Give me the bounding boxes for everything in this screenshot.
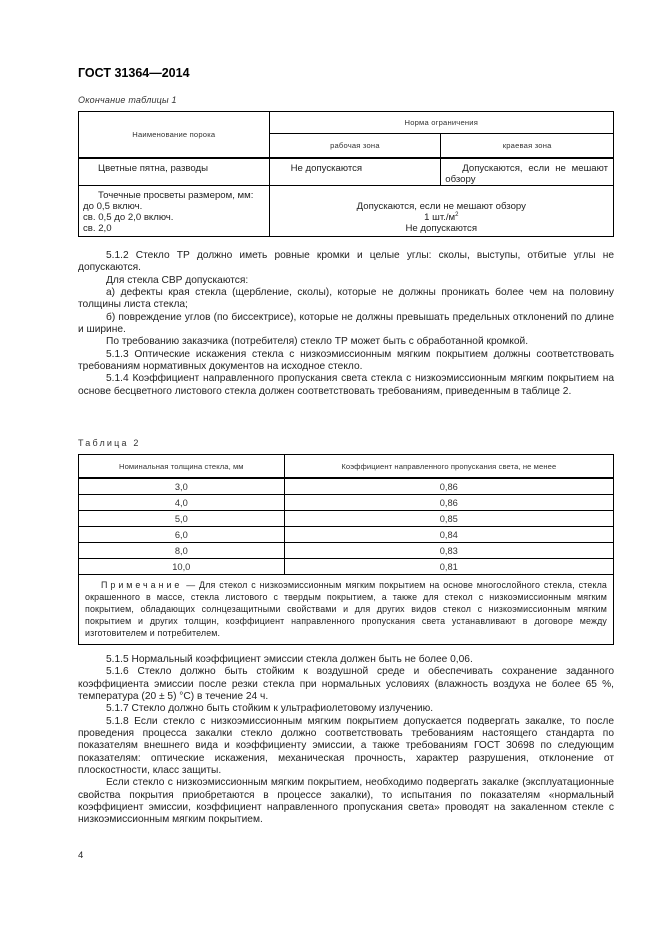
section-b-text <box>78 654 614 827</box>
paragraph: По требованию заказчика (потребителя) стекло ТР может быть с обработанной кромкой. <box>106 336 529 348</box>
table-row <box>79 511 614 527</box>
page-number: 4 <box>78 850 84 861</box>
header-working-zone: рабочая зона <box>269 134 441 158</box>
paragraph: 5.1.2 Стекло ТР должно иметь ровные кромки и целые углы: сколы, выступы, отбитые углы не допускаются. <box>78 250 614 274</box>
note-text: — Для стекол с низкоэмиссионным мягким покрытием на основе многослойного стекла, стекла окрашенного в массе, стекла листового с твердым покрытием, а также для стекол с низкоэмиссионным мягким покрытием, обладающих солнцезащитными свойствами и для других видов стекол с низкоэмиссионным мягким покрытием и других толщин, коэффициент направленного пропускания света устанавливают в договоре между изготовителем и потребителем. <box>85 580 607 638</box>
merged-norm-cell <box>269 185 613 237</box>
section-a-text <box>78 250 614 398</box>
thickness-cell: 10,0 <box>79 559 285 575</box>
table-row <box>79 495 614 511</box>
defect-name-line: св. 2,0 <box>83 223 112 235</box>
table-2 <box>78 454 614 645</box>
thickness-cell: 5,0 <box>79 511 285 527</box>
header-defect-name: Наименование порока <box>79 112 270 158</box>
norm-line: Не допускаются <box>405 223 478 235</box>
thickness-cell: 4,0 <box>79 495 285 511</box>
header-coefficient: Коэффициент направленного пропускания света, не менее <box>284 455 613 479</box>
coefficient-cell: 0,86 <box>284 495 613 511</box>
header-edge-zone: краевая зона <box>441 134 614 158</box>
coefficient-cell: 0,86 <box>284 478 613 495</box>
thickness-cell: 3,0 <box>79 478 285 495</box>
defect-name-cell <box>79 185 270 237</box>
paragraph: 5.1.5 Нормальный коэффициент эмиссии стекла должен быть не более 0,06. <box>106 654 473 665</box>
defect-name-line: Точечные просветы размером, мм: <box>98 189 254 201</box>
edge-zone-cell: Допускаются, если не мешают обзору <box>441 158 614 186</box>
table-row <box>79 527 614 543</box>
table-1 <box>78 111 614 237</box>
paragraph: Если стекло с низкоэмиссионным мягким покрытием, необходимо подвергать закалке (эксплуатационные свойства покрытия приобретаются в процессе закалки), то испытания по показателям «нормальный коэффициент эмиссии, коэффициент направленного пропускания света» проводят на закаленном стекле с низкоэмиссионным мягким покрытием. <box>78 777 614 826</box>
table1-caption: Окончание таблицы 1 <box>78 95 177 105</box>
note-lead: Примечание <box>101 580 183 590</box>
norm-line: 1 $шт./м^2$ <box>424 211 459 223</box>
coefficient-cell: 0,81 <box>284 559 613 575</box>
table-row <box>79 158 614 186</box>
thickness-cell: 8,0 <box>79 543 285 559</box>
paragraph: 5.1.6 Стекло должно быть стойким к воздушной среде и обеспечивать сохранение заданного коэффициента эмиссии после резки стекла при нормальных условиях (влажность воздуха не более 65 %, температура (20 ± 5) °С) в течение 24 ч. <box>78 666 614 703</box>
table-note-row <box>79 575 614 645</box>
defect-name-line: св. 0,5 до 2,0 включ. <box>83 211 174 223</box>
paragraph: 5.1.4 Коэффициент направленного пропускания света стекла с низкоэмиссионным мягким покрытием на основе бесцветного листового стекла должен соответствовать требованиям, приведенным в таблице 2. <box>78 373 614 397</box>
norm-line: Допускаются, если не мешают обзору <box>356 200 526 212</box>
working-zone-cell: Не допускаются <box>269 158 441 186</box>
paragraph: Для стекла СВР допускаются: <box>106 274 249 286</box>
paragraph: 5.1.3 Оптические искажения стекла с низкоэмиссионным мягким покрытием должны соответствовать требованиям нормативных документов на исходное стекло. <box>78 348 614 373</box>
table-note <box>79 575 614 645</box>
defect-name-cell: Цветные пятна, разводы <box>79 158 270 186</box>
paragraph: а) дефекты края стекла (щербление, сколы), которые не должны проникать более чем на половину толщины листа стекла; <box>78 287 614 311</box>
table-row <box>79 559 614 575</box>
table-row <box>79 478 614 495</box>
thickness-cell: 6,0 <box>79 527 285 543</box>
header-limit-norm: Норма ограничения <box>269 112 613 134</box>
paragraph: 5.1.8 Если стекло с низкоэмиссионным мягким покрытием допускается подвергать закалке, то после проведения процесса закалки стекло должно соответствовать требованиям настоящего стандарта по показателям внешнего вида и коэффициенту эмиссии, а также требованиям ГОСТ 30698 по следующим показателям: оптические искажения, механическая прочность, характер разрушения, отклонение от плоскостности, класс защиты. <box>78 715 614 777</box>
table-row <box>79 185 614 237</box>
table2-label: Таблица 2 <box>78 438 141 448</box>
defect-name-line: до 0,5 включ. <box>83 200 143 212</box>
document-code: ГОСТ 31364—2014 <box>78 66 190 80</box>
paragraph: 5.1.7 Стекло должно быть стойким к ультрафиолетовому излучению. <box>106 703 434 715</box>
coefficient-cell: 0,83 <box>284 543 613 559</box>
coefficient-cell: 0,85 <box>284 511 613 527</box>
header-thickness: Номинальная толщина стекла, мм <box>79 455 285 479</box>
table-row <box>79 543 614 559</box>
coefficient-cell: 0,84 <box>284 527 613 543</box>
paragraph: б) повреждение углов (по биссектрисе), которые не должны превышать предельных отклонений по длине и ширине. <box>78 311 614 336</box>
